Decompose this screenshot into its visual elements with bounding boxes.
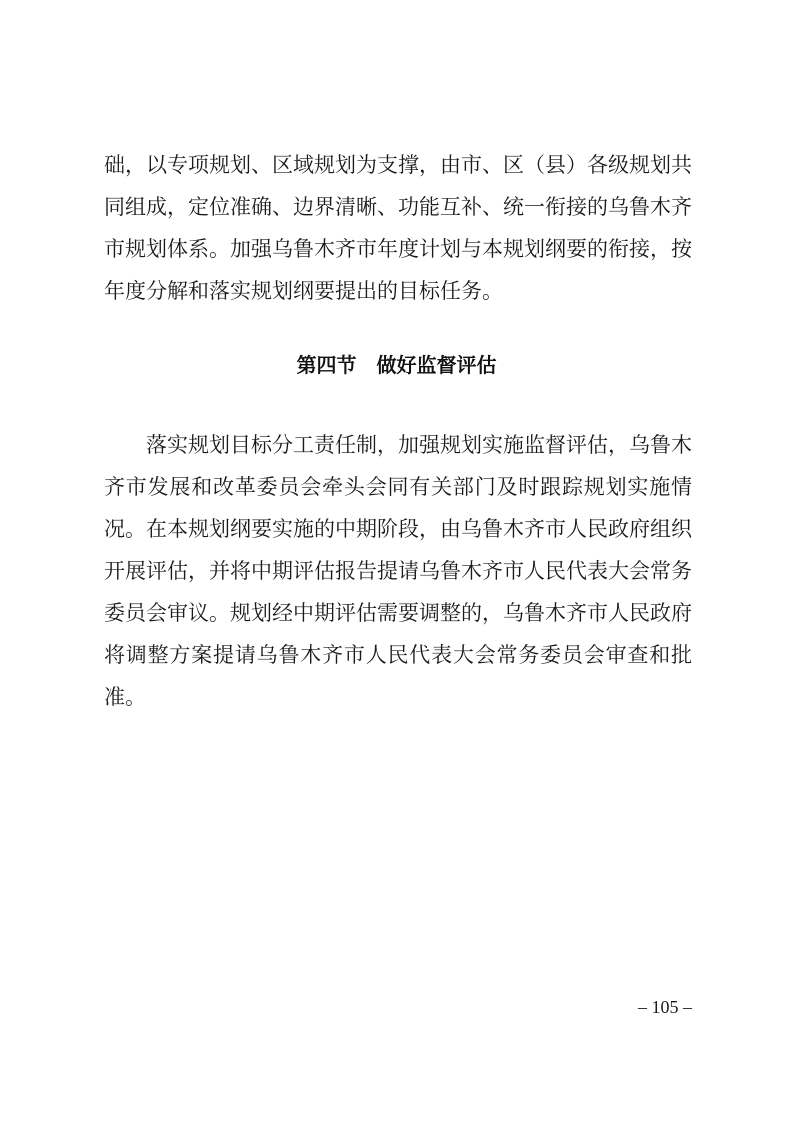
paragraph-line: 开展评估，并将中期评估报告提请乌鲁木齐市人民代表大会常务 xyxy=(104,559,692,583)
paragraph-line: 同组成，定位准确、边界清晰、功能互补、统一衔接的乌鲁木齐 xyxy=(104,195,692,219)
paragraph-line: 况。在本规划纲要实施的中期阶段，由乌鲁木齐市人民政府组织 xyxy=(104,517,692,541)
section-heading: 第四节 做好监督评估 xyxy=(296,353,497,377)
paragraph-line: 齐市发展和改革委员会牵头会同有关部门及时跟踪规划实施情 xyxy=(104,475,692,499)
paragraph-line: 落实规划目标分工责任制，加强规划实施监督评估，乌鲁木 xyxy=(146,433,692,457)
paragraph-line: 础，以专项规划、区域规划为支撑，由市、区（县）各级规划共 xyxy=(104,153,692,177)
paragraph-monitoring xyxy=(104,424,692,718)
paragraph-line: 委员会审议。规划经中期评估需要调整的，乌鲁木齐市人民政府 xyxy=(104,601,692,625)
paragraph-line: 市规划体系。加强乌鲁木齐市年度计划与本规划纲要的衔接，按 xyxy=(104,237,692,261)
paragraph-line: 将调整方案提请乌鲁木齐市人民代表大会常务委员会审查和批 xyxy=(104,643,692,667)
paragraph-line: 准。 xyxy=(104,685,146,709)
page-number: – 105 – xyxy=(638,997,692,1017)
paragraph-line: 年度分解和落实规划纲要提出的目标任务。 xyxy=(104,279,503,303)
paragraph-continued xyxy=(104,144,692,312)
